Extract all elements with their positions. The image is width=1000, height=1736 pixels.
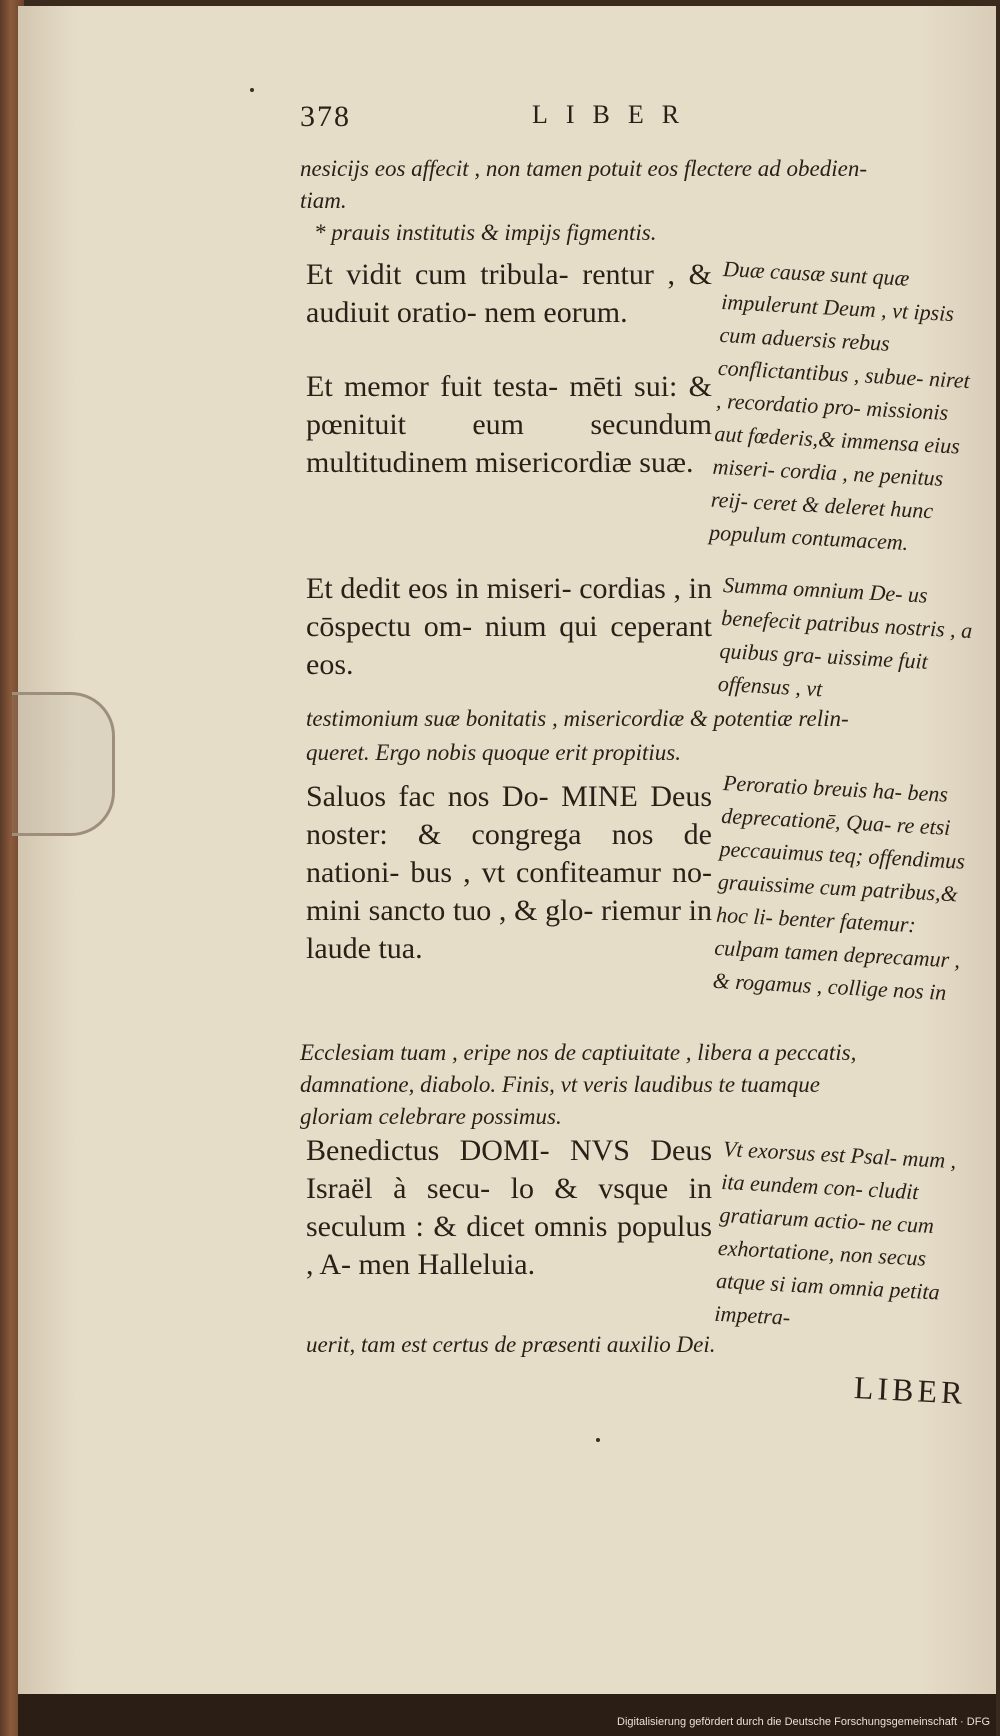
page-clip xyxy=(12,692,115,836)
gloss-line: nesicijs eos affecit , non tamen potuit eos flectere ad obedien- xyxy=(300,156,867,181)
page-number: 378 xyxy=(300,100,351,133)
verse-text: Et dedit eos in miseri- cordias , in cōspectu om- nium qui ceperant eos. xyxy=(306,572,712,681)
ink-dot xyxy=(596,1438,600,1442)
gloss-line: uerit, tam est certus de præsenti auxilio Dei. xyxy=(306,1332,716,1357)
marginal-note: Peroratio breuis ha- bens deprecationē, Qua- re etsi peccauimus teq; offendimus grauissime cum patribus,& hoc li- benter fatemur: culpam tamen deprecamur , & rogamus , collige nos in xyxy=(712,769,966,1005)
verse-text: Et vidit cum tribula- rentur , & audiuit oratio- nem eorum. xyxy=(306,258,712,329)
verse-text: Et memor fuit testa- mēti sui: & pœnituit eum secundum multitudinem misericordiæ suæ. xyxy=(306,370,712,479)
verse-text: Saluos fac nos Do- MINE Deus noster: & congrega nos de nationi- bus , vt confiteamur no- mini sancto tuo , & glo- riemur in laude tua. xyxy=(306,780,712,965)
page-bottom-edge xyxy=(18,1694,996,1736)
page-header xyxy=(300,100,980,140)
gloss-line: Ecclesiam tuam , eripe nos de captiuitate , libera a peccatis, xyxy=(300,1040,857,1065)
catchword: LIBER xyxy=(853,1369,968,1411)
book-page xyxy=(18,6,996,1694)
gloss-line: * prauis institutis & impijs figmentis. xyxy=(314,220,657,245)
gloss-line: testimonium suæ bonitatis , misericordiæ & potentiæ relin- xyxy=(306,706,849,731)
marginal-note: Summa omnium De- us benefecit patribus nostris , a quibus gra- uissime fuit offensus , vt xyxy=(717,571,973,702)
digitization-credit: Digitalisierung gefördert durch die Deutsche Forschungsgemeinschaft · DFG xyxy=(617,1716,990,1728)
gloss-line: queret. Ergo nobis quoque erit propitius. xyxy=(306,740,682,765)
marginal-note: Vt exorsus est Psal- mum , ita eundem con- cludit gratiarum actio- ne cum exhortatione, non secus atque si iam omnia petita impetra- xyxy=(713,1135,957,1330)
gloss-line: gloriam celebrare possimus. xyxy=(300,1104,562,1129)
marginal-note: Duæ causæ sunt quæ impulerunt Deum , vt ipsis cum aduersis rebus conflictantibus , subue- niret , recordatio pro- missionis aut fœderis,& immensa eius miseri- cordia , ne penitus reij- ceret & deleret hunc populum contumacem. xyxy=(708,255,971,556)
verse-text: Benedictus DOMI- NVS Deus Israël à secu- lo & vsque in seculum : & dicet omnis populus , A- men Halleluia. xyxy=(306,1134,712,1281)
ink-dot xyxy=(250,88,254,92)
running-title: LIBER xyxy=(532,100,698,129)
gloss-line: damnatione, diabolo. Finis, vt veris laudibus te tuamque xyxy=(300,1072,821,1097)
gloss-line: tiam. xyxy=(300,188,347,213)
